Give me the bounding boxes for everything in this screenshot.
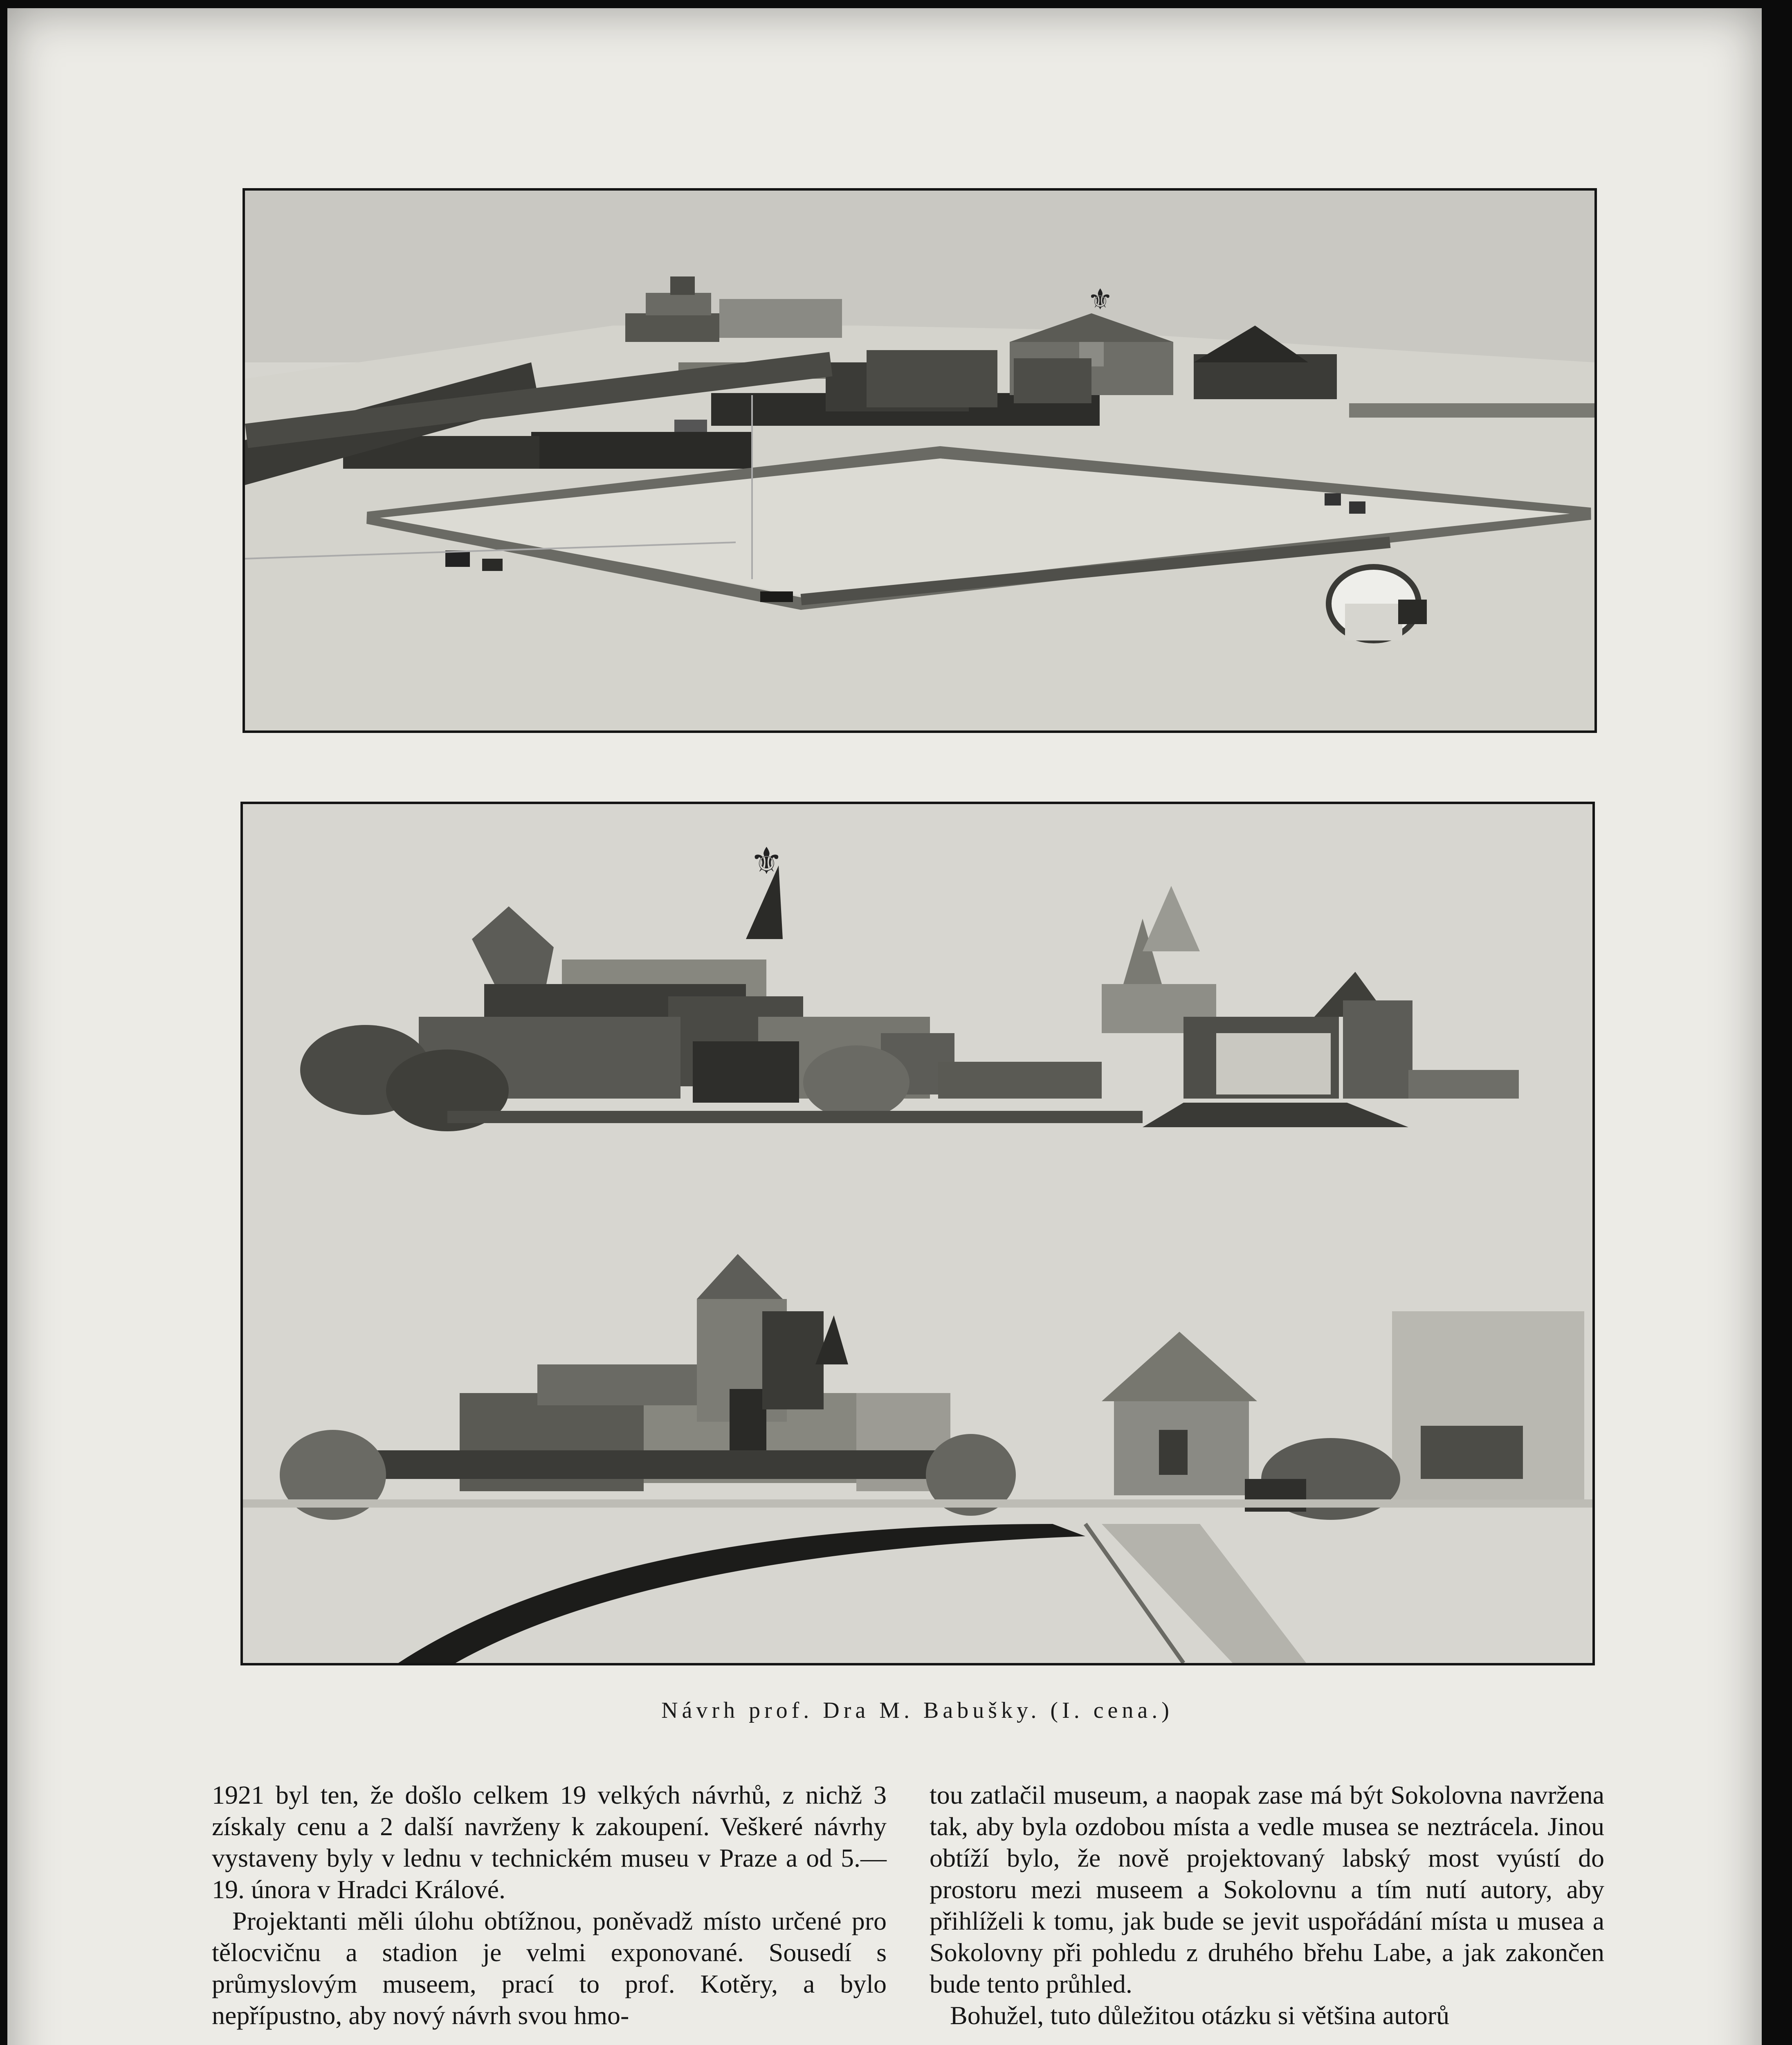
paragraph: Bohužel, tuto důležitou otázku si většina autorů <box>950 2001 1450 2030</box>
magazine-page <box>7 8 1762 2045</box>
elevations-drawing <box>243 804 1592 1663</box>
text-column-left <box>212 1779 887 2031</box>
paragraph: Projektanti měli úlohu obtížnou, poněvadž místo určené pro tělocvičnu a stadion je velmi exponované. Sousedí s průmyslovým museem, prací to prof. Kotěry, a bylo nepřípustno, aby nový návrh svou hmo- <box>212 1906 887 2030</box>
svg-text:⚜: ⚜ <box>1087 283 1113 316</box>
figure-caption: Návrh prof. Dra M. Babušky. (I. cena.) <box>661 1698 1173 1723</box>
text-column-right <box>930 1779 1604 2031</box>
illustration-stadium-perspective <box>243 188 1597 733</box>
paragraph: tou zatlačil museum, a naopak zase má být Sokolovna navržena tak, aby byla ozdobou místa a vedle musea se neztrácela. Jinou obtíží bylo, že nově projektovaný labský most vyústí do prostoru mezi museem a Sokolovnu a tím nutí autory, aby přihlíželi k tomu, jak bude se jevit uspořádání místa u musea a Sokolovny při pohledu z druhého břehu Labe, a jak zakončen bude tento průhled. <box>930 1780 1604 1998</box>
stadium-drawing <box>245 191 1594 730</box>
svg-text:⚜: ⚜ <box>750 840 783 883</box>
paragraph: 1921 byl ten, že došlo celkem 19 velkých návrhů, z nichž 3 získaly cenu a 2 další navrženy k zakoupení. Veškeré návrhy vystaveny byly v lednu v technickém museu v Praze a od 5.—19. února v Hradci Králové. <box>212 1780 887 1904</box>
illustration-elevations <box>240 802 1595 1665</box>
